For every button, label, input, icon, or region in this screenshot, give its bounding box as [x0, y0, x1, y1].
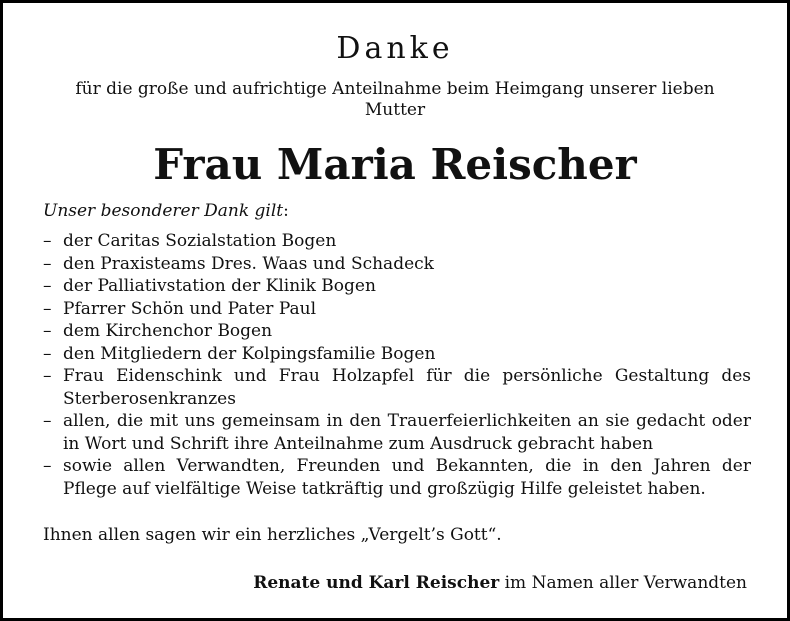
signature-names: Renate und Karl Reischer [253, 573, 500, 593]
list-dash: – [43, 343, 52, 364]
thanks-list-item [43, 230, 751, 253]
deceased-name: Frau Maria Reischer [153, 140, 637, 189]
notice-subheading: für die große und aufrichtige Anteilnahme beim Heimgang unserer lieben Mutter [75, 79, 715, 120]
thanks-list [43, 230, 751, 500]
thanks-intro-colon: : [283, 201, 289, 221]
thanks-item-text: den Mitgliedern der Kolpingsfamilie Bogen [63, 343, 436, 364]
list-dash: – [43, 456, 52, 476]
list-dash: – [43, 276, 52, 296]
list-dash: – [43, 411, 52, 431]
notice-heading: Danke [336, 31, 454, 66]
thanks-list-item [43, 365, 751, 410]
thanks-item-text: Pfarrer Schön und Pater Paul [63, 298, 317, 319]
thanks-intro-label: Unser besonderer Dank gilt [43, 201, 284, 221]
list-dash: – [43, 321, 52, 341]
thanks-item-text: sowie allen Verwandten, Freunden und Bekannten, die in den Jahren der Pflege auf vielfältige Weise tatkräftig und großzügig Hilfe geleistet haben. [63, 456, 751, 499]
thanks-list-item [43, 253, 751, 276]
thanks-list-item [43, 455, 751, 500]
thanks-list-item [43, 320, 751, 343]
thanks-item-text: den Praxisteams Dres. Waas und Schadeck [63, 253, 434, 274]
list-dash: – [43, 366, 52, 386]
thanks-item-text: dem Kirchenchor Bogen [63, 321, 273, 341]
thanks-list-item [43, 298, 751, 321]
thanks-item-text: Frau Eidenschink und Frau Holzapfel für die persönliche Gestaltung des Sterberosenkranzes [63, 366, 751, 409]
thanks-item-text: der Palliativstation der Klinik Bogen [63, 276, 376, 296]
thanks-list-item [43, 343, 751, 366]
list-dash: – [43, 253, 52, 274]
thanks-item-text: der Caritas Sozialstation Bogen [63, 231, 337, 251]
thanks-intro [43, 200, 289, 223]
signature-line [253, 572, 747, 595]
closing-line: Ihnen allen sagen wir ein herzliches „Vergelt’s Gott“. [43, 525, 502, 545]
signature-suffix: im Namen aller Verwandten [499, 573, 747, 593]
thanks-list-item [43, 410, 751, 455]
list-dash: – [43, 231, 52, 251]
thanks-list-item [43, 275, 751, 298]
thanks-item-text: allen, die mit uns gemeinsam in den Trauerfeierlichkeiten an sie gedacht oder in Wort und Schrift ihre Anteilnahme zum Ausdruck gebracht haben [63, 411, 751, 454]
list-dash: – [43, 298, 52, 319]
